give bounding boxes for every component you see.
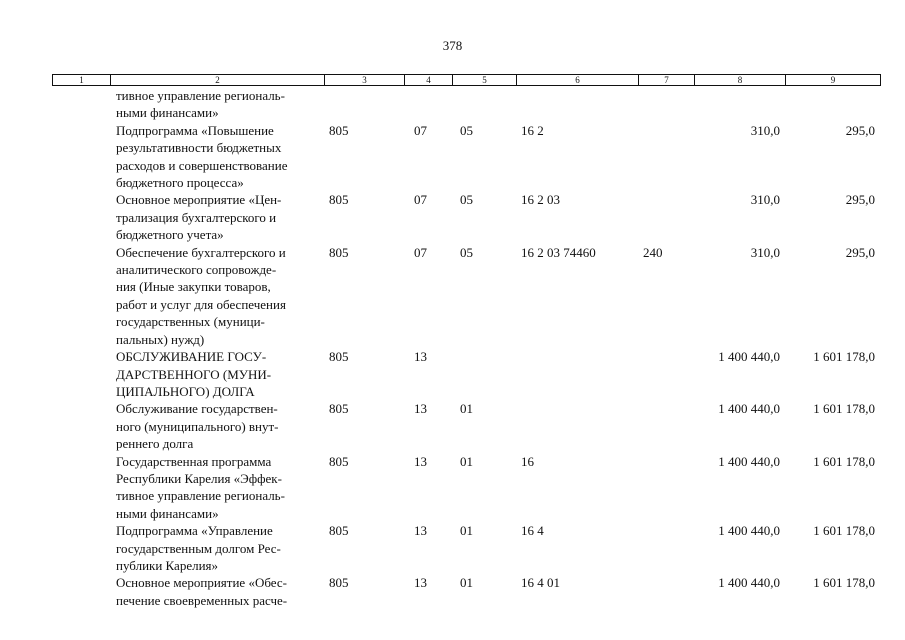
- budget-table-body: [52, 87, 880, 609]
- column-header-3: 3: [325, 75, 405, 86]
- cell-amount-year-1: 1 400 440,0: [718, 401, 780, 417]
- table-row: [52, 400, 880, 452]
- cell-target-article: 16 4: [521, 523, 544, 539]
- cell-amount-year-2: 1 601 178,0: [813, 401, 875, 417]
- table-row: [52, 244, 880, 348]
- row-name-line: реннего долга: [116, 436, 194, 452]
- row-name-line: ными финансами»: [116, 505, 219, 521]
- cell-expense-type: 240: [643, 244, 663, 260]
- column-header-5: 5: [453, 75, 517, 86]
- cell-subsection: 05: [460, 122, 473, 138]
- column-header-4: 4: [405, 75, 453, 86]
- cell-target-article: [516, 87, 638, 122]
- cell-amount-year-1: 1 400 440,0: [718, 453, 780, 469]
- table-row: [52, 191, 880, 243]
- cell-ministry-code: 805: [329, 349, 349, 365]
- cell-ministry-code: 805: [329, 122, 349, 138]
- cell-expense-type: [638, 191, 694, 243]
- cell-section: 13: [414, 453, 427, 469]
- cell-subsection: 05: [460, 244, 473, 260]
- cell-expense-type: [638, 348, 694, 400]
- row-name: [110, 87, 324, 122]
- cell-ministry-code: 805: [329, 523, 349, 539]
- cell-ministry-code: 805: [329, 575, 349, 591]
- cell-section: 07: [414, 192, 427, 208]
- row-name-line: государственным долгом Рес-: [116, 540, 281, 556]
- row-name-line: государственных (муници-: [116, 314, 265, 330]
- page-number: 378: [442, 38, 463, 53]
- cell-col-1: [52, 122, 110, 192]
- row-name-line: расходов и совершенствование: [116, 157, 288, 173]
- cell-subsection: 01: [460, 453, 473, 469]
- cell-amount-year-1: 1 400 440,0: [718, 523, 780, 539]
- row-name-line: трализация бухгалтерского и: [116, 209, 277, 225]
- cell-section: 07: [414, 244, 427, 260]
- column-header-8: 8: [695, 75, 786, 86]
- column-header-6: 6: [517, 75, 639, 86]
- cell-col-1: [52, 348, 110, 400]
- table-row: [52, 348, 880, 400]
- cell-target-article: 16 4 01: [521, 575, 560, 591]
- cell-subsection: [452, 87, 516, 122]
- cell-subsection: [452, 348, 516, 400]
- cell-target-article: 16 2 03: [521, 192, 560, 208]
- cell-expense-type: [638, 400, 694, 452]
- cell-target-article: 16: [521, 453, 534, 469]
- cell-section: 13: [414, 401, 427, 417]
- row-name-line: тивное управление региональ-: [116, 488, 285, 504]
- table-row: [52, 87, 880, 122]
- row-name-line: Обеспечение бухгалтерского и: [116, 244, 286, 260]
- cell-section: [404, 87, 452, 122]
- cell-amount-year-1: 310,0: [750, 244, 780, 260]
- row-name: [110, 574, 324, 609]
- row-name-line: Основное мероприятие «Обес-: [116, 575, 287, 591]
- row-name-line: Подпрограмма «Повышение: [116, 122, 274, 138]
- row-name-line: Обслуживание государствен-: [116, 401, 278, 417]
- cell-section: 13: [414, 523, 427, 539]
- row-name: [110, 348, 324, 400]
- cell-col-1: [52, 244, 110, 348]
- cell-subsection: 01: [460, 523, 473, 539]
- cell-expense-type: [638, 574, 694, 609]
- cell-expense-type: [638, 522, 694, 574]
- row-name-line: результативности бюджетных: [116, 140, 282, 156]
- row-name-line: Государственная программа: [116, 453, 272, 469]
- cell-ministry-code: 805: [329, 244, 349, 260]
- row-name-line: ЦИПАЛЬНОГО) ДОЛГА: [116, 383, 255, 399]
- column-header-9: 9: [786, 75, 881, 86]
- row-name-line: ДАРСТВЕННОГО (МУНИ-: [116, 366, 272, 382]
- cell-subsection: 01: [460, 575, 473, 591]
- cell-ministry-code: 805: [329, 192, 349, 208]
- cell-amount-year-1: 310,0: [750, 122, 780, 138]
- cell-target-article: 16 2 03 74460: [521, 244, 596, 260]
- cell-col-1: [52, 574, 110, 609]
- row-name: [110, 191, 324, 243]
- cell-section: 13: [414, 575, 427, 591]
- cell-amount-year-1: [694, 87, 785, 122]
- column-number-header: [52, 74, 881, 86]
- cell-ministry-code: 805: [329, 453, 349, 469]
- cell-amount-year-2: 1 601 178,0: [813, 523, 875, 539]
- row-name: [110, 244, 324, 348]
- cell-col-1: [52, 191, 110, 243]
- column-header-7: 7: [639, 75, 695, 86]
- table-row: [52, 574, 880, 609]
- cell-expense-type: [638, 453, 694, 523]
- cell-subsection: 01: [460, 401, 473, 417]
- cell-amount-year-1: 1 400 440,0: [718, 349, 780, 365]
- cell-section: 07: [414, 122, 427, 138]
- row-name-line: бюджетного учета»: [116, 227, 224, 243]
- row-name: [110, 400, 324, 452]
- cell-col-1: [52, 87, 110, 122]
- row-name-line: пальных) нужд): [116, 331, 205, 347]
- column-header-1: 1: [53, 75, 111, 86]
- row-name-line: ного (муниципального) внут-: [116, 418, 279, 434]
- cell-subsection: 05: [460, 192, 473, 208]
- cell-amount-year-2: 295,0: [845, 192, 875, 208]
- cell-target-article: [516, 400, 638, 452]
- cell-amount-year-2: 1 601 178,0: [813, 453, 875, 469]
- cell-ministry-code: [324, 87, 404, 122]
- column-header-2: 2: [111, 75, 325, 86]
- cell-amount-year-2: [785, 87, 880, 122]
- cell-col-1: [52, 522, 110, 574]
- cell-col-1: [52, 453, 110, 523]
- cell-ministry-code: 805: [329, 401, 349, 417]
- cell-expense-type: [638, 122, 694, 192]
- row-name-line: работ и услуг для обеспечения: [116, 296, 286, 312]
- row-name-line: тивное управление региональ-: [116, 88, 285, 103]
- row-name-line: Основное мероприятие «Цен-: [116, 192, 282, 208]
- table-row: [52, 122, 880, 192]
- row-name-line: бюджетного процесса»: [116, 175, 244, 191]
- row-name-line: печение своевременных расче-: [116, 592, 288, 608]
- row-name: [110, 453, 324, 523]
- cell-section: 13: [414, 349, 427, 365]
- cell-amount-year-1: 1 400 440,0: [718, 575, 780, 591]
- row-name-line: ОБСЛУЖИВАНИЕ ГОСУ-: [116, 349, 267, 365]
- table-row: [52, 522, 880, 574]
- cell-amount-year-2: 1 601 178,0: [813, 575, 875, 591]
- row-name-line: Республики Карелия «Эффек-: [116, 470, 282, 486]
- table-row: [52, 453, 880, 523]
- row-name-line: публики Карелия»: [116, 557, 219, 573]
- cell-amount-year-1: 310,0: [750, 192, 780, 208]
- budget-table: [52, 87, 880, 609]
- cell-target-article: 16 2: [521, 122, 544, 138]
- cell-amount-year-2: 295,0: [845, 122, 875, 138]
- row-name: [110, 122, 324, 192]
- row-name-line: Подпрограмма «Управление: [116, 523, 273, 539]
- cell-target-article: [516, 348, 638, 400]
- cell-amount-year-2: 1 601 178,0: [813, 349, 875, 365]
- row-name-line: аналитического сопровожде-: [116, 262, 277, 278]
- cell-expense-type: [638, 87, 694, 122]
- cell-amount-year-2: 295,0: [845, 244, 875, 260]
- row-name-line: ными финансами»: [116, 105, 219, 121]
- row-name-line: ния (Иные закупки товаров,: [116, 279, 271, 295]
- row-name: [110, 522, 324, 574]
- cell-col-1: [52, 400, 110, 452]
